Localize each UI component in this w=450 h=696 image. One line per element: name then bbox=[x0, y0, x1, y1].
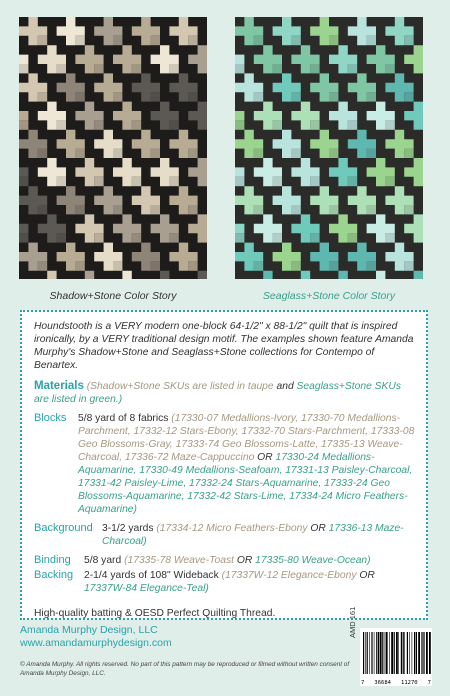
quilt-accent bbox=[75, 205, 84, 214]
quilt-accent bbox=[113, 36, 122, 45]
barcode-bar bbox=[398, 632, 399, 674]
barcode-bar bbox=[418, 632, 420, 674]
row-or: OR bbox=[236, 555, 253, 566]
quilt-accent bbox=[57, 120, 66, 129]
barcode-digit: 11270 bbox=[401, 680, 418, 686]
quilt-accent bbox=[273, 177, 282, 186]
barcode-bar bbox=[426, 632, 428, 674]
quilt-accent bbox=[235, 233, 244, 242]
quilt-accent bbox=[385, 64, 394, 73]
row-taupe-skus: (17334-12 Micro Feathers-Ebony bbox=[156, 523, 311, 534]
barcode-bar bbox=[376, 632, 377, 674]
quilt-accent bbox=[329, 261, 338, 270]
barcode-bar bbox=[403, 632, 404, 674]
quilt-accent bbox=[113, 261, 122, 270]
quilt-image-seaglass-stone bbox=[235, 17, 423, 279]
quilt-accent bbox=[367, 205, 376, 214]
row-label: Blocks bbox=[34, 412, 67, 424]
quilt-pattern-seaglass bbox=[235, 17, 423, 279]
barcode-bar bbox=[396, 632, 398, 674]
quilt-accent bbox=[367, 36, 376, 45]
quilt-accent bbox=[188, 261, 197, 270]
quilt-accent bbox=[151, 36, 160, 45]
materials-title: Materials bbox=[34, 380, 84, 392]
row-qty: 5/8 yard bbox=[84, 555, 125, 566]
row-text bbox=[84, 569, 416, 595]
quilt-accent bbox=[235, 120, 244, 129]
row-label: Backing bbox=[34, 569, 74, 581]
quilt-accent bbox=[19, 177, 28, 186]
quilt-accent bbox=[254, 205, 263, 214]
row-text bbox=[102, 522, 416, 548]
row-or: OR bbox=[257, 452, 273, 463]
quilt-image-shadow-stone bbox=[19, 17, 207, 279]
barcode-bar bbox=[412, 632, 413, 674]
barcode-bar bbox=[386, 632, 388, 674]
quilt-accent bbox=[151, 92, 160, 101]
quilt-accent bbox=[329, 149, 338, 158]
barcode-bar bbox=[394, 632, 395, 674]
barcode-numbers bbox=[360, 680, 432, 686]
row-green-skus: 17336-13 Maze-Charcoal) bbox=[102, 523, 404, 547]
row-taupe-skus: (17335-78 Weave-Toast bbox=[124, 555, 237, 566]
materials-box bbox=[20, 310, 428, 620]
quilt-accent bbox=[19, 233, 28, 242]
quilt-accent bbox=[273, 64, 282, 73]
quilt-accent bbox=[367, 149, 376, 158]
barcode-bar bbox=[371, 632, 372, 674]
materials-row-backing bbox=[34, 569, 416, 595]
quilt-accent bbox=[19, 64, 28, 73]
barcode-digit: 36684 bbox=[374, 680, 391, 686]
quilt-accent bbox=[254, 36, 263, 45]
barcode-bar bbox=[389, 632, 390, 674]
quilt-accent bbox=[310, 233, 319, 242]
quilt-accent bbox=[38, 149, 47, 158]
barcode-bar bbox=[409, 632, 410, 674]
quilt-accent bbox=[57, 233, 66, 242]
quilt-accent bbox=[348, 64, 357, 73]
quilt-accent bbox=[113, 205, 122, 214]
quilt-accent bbox=[38, 205, 47, 214]
row-taupe-skus: (17337W-12 Elegance-Ebony bbox=[221, 570, 360, 581]
pattern-sku: AMD 161 bbox=[348, 606, 357, 638]
quilt-accent bbox=[57, 64, 66, 73]
barcode-bar bbox=[382, 632, 383, 674]
quilt-accent bbox=[169, 233, 178, 242]
quilt-accent bbox=[329, 36, 338, 45]
barcode-bars bbox=[360, 628, 432, 678]
barcode-digit: 7 bbox=[361, 680, 365, 686]
quilt-accent bbox=[132, 64, 141, 73]
barcode-bar bbox=[378, 632, 379, 674]
barcode-bar bbox=[365, 632, 366, 674]
batting-thread-note: High-quality batting & OESD Perfect Quilting Thread. bbox=[34, 608, 276, 619]
quilt-pattern-shadow bbox=[19, 17, 207, 279]
quilt-accent bbox=[291, 149, 300, 158]
sku-note-and: and bbox=[273, 381, 297, 392]
caption-shadow-stone: Shadow+Stone Color Story bbox=[49, 290, 177, 302]
quilt-accent bbox=[385, 233, 394, 242]
barcode-bar bbox=[385, 632, 386, 674]
quilt-accent bbox=[38, 36, 47, 45]
barcode-bar bbox=[421, 632, 422, 674]
barcode-digit: 7 bbox=[427, 680, 431, 686]
quilt-accent bbox=[291, 205, 300, 214]
quilt-accent bbox=[254, 149, 263, 158]
row-or: OR bbox=[310, 523, 326, 534]
quilt-accent bbox=[113, 149, 122, 158]
quilt-accent bbox=[94, 64, 103, 73]
quilt-accent bbox=[385, 120, 394, 129]
quilt-accent bbox=[404, 261, 413, 270]
barcode-bar bbox=[416, 632, 417, 674]
copyright-notice: © Amanda Murphy. All rights reserved. No part of this pattern may be reproduced or filmed without written consent of Amanda Murphy Design, LLC. bbox=[20, 661, 350, 677]
row-or: OR bbox=[359, 570, 375, 581]
quilt-accent bbox=[273, 120, 282, 129]
quilt-accent bbox=[38, 92, 47, 101]
quilt-accent bbox=[151, 149, 160, 158]
quilt-accent bbox=[291, 92, 300, 101]
row-text bbox=[78, 412, 416, 516]
quilt-accent bbox=[310, 120, 319, 129]
barcode-bar bbox=[369, 632, 370, 674]
row-label: Background bbox=[34, 522, 93, 534]
quilt-accent bbox=[235, 64, 244, 73]
row-label: Binding bbox=[34, 554, 71, 566]
row-green-skus: 17337W-84 Elegance-Teal) bbox=[84, 583, 209, 594]
quilt-accent bbox=[404, 36, 413, 45]
quilt-accent bbox=[75, 261, 84, 270]
sku-note-green: Seaglass+Stone SKUs are listed in green.) bbox=[34, 381, 401, 405]
row-green-skus: 17335-80 Weave-Ocean) bbox=[252, 555, 371, 566]
quilt-accent bbox=[151, 261, 160, 270]
quilt-accent bbox=[75, 149, 84, 158]
materials-heading bbox=[34, 380, 416, 406]
quilt-accent bbox=[329, 92, 338, 101]
quilt-accent bbox=[132, 120, 141, 129]
caption-seaglass-stone: Seaglass+Stone Color Story bbox=[262, 290, 396, 302]
quilt-accent bbox=[38, 261, 47, 270]
quilt-accent bbox=[348, 120, 357, 129]
quilt-accent bbox=[310, 64, 319, 73]
quilt-accent bbox=[113, 92, 122, 101]
quilt-accent bbox=[169, 120, 178, 129]
row-qty: 2-1/4 yards of 108" Wideback bbox=[84, 570, 222, 581]
quilt-accent bbox=[151, 205, 160, 214]
quilt-accent bbox=[291, 36, 300, 45]
barcode bbox=[360, 628, 432, 686]
quilt-accent bbox=[254, 92, 263, 101]
barcode-bar bbox=[429, 632, 431, 674]
row-qty: 5/8 yard of 8 fabrics bbox=[78, 413, 172, 424]
barcode-bar bbox=[380, 632, 382, 674]
barcode-bar bbox=[414, 632, 415, 674]
quilt-accent bbox=[329, 205, 338, 214]
quilt-accent bbox=[132, 233, 141, 242]
quilt-accent bbox=[57, 177, 66, 186]
barcode-bar bbox=[407, 632, 408, 674]
intro-text: Houndstooth is a VERY modern one-block 64-1/2" x 88-1/2" quilt that is inspired ironically, by a VERY traditional design motif. The examples shown feature Amanda Murphy's Shadow+Stone and Seaglass+Stone collections for Contempo of Benartex. bbox=[34, 321, 414, 371]
quilt-accent bbox=[188, 205, 197, 214]
quilt-accent bbox=[348, 177, 357, 186]
quilt-accent bbox=[291, 261, 300, 270]
quilt-accent bbox=[169, 177, 178, 186]
barcode-bar bbox=[391, 632, 393, 674]
quilt-accent bbox=[385, 177, 394, 186]
barcode-bar bbox=[422, 632, 423, 674]
quilt-accent bbox=[188, 92, 197, 101]
quilt-accent bbox=[235, 177, 244, 186]
quilt-accent bbox=[310, 177, 319, 186]
quilt-accent bbox=[404, 149, 413, 158]
quilt-accent bbox=[75, 92, 84, 101]
quilt-accent bbox=[75, 36, 84, 45]
quilt-accent bbox=[367, 261, 376, 270]
quilt-accent bbox=[94, 177, 103, 186]
quilt-accent bbox=[348, 233, 357, 242]
quilt-accent bbox=[94, 233, 103, 242]
barcode-bar bbox=[363, 632, 364, 674]
row-green-skus: 17330-24 Medallions-Aquamarine, 17330-49 Medallions-Seafoam, 17331-13 Paisley-Charcoal, 17331-42 Paisley-Lime, 17332-24 Stars-Aquamarine, 17333-24 Geo Blossoms-Aquamarine, 17332-42 Stars-Lime, 17334-24 Micro Feathers-Aquamarine) bbox=[78, 452, 413, 515]
quilt-accent bbox=[188, 36, 197, 45]
barcode-bar bbox=[424, 632, 425, 674]
quilt-accent bbox=[169, 64, 178, 73]
quilt-accent bbox=[404, 205, 413, 214]
quilt-accent bbox=[404, 92, 413, 101]
barcode-bar bbox=[367, 632, 368, 674]
quilt-accent bbox=[132, 177, 141, 186]
materials-row-background bbox=[34, 522, 416, 548]
materials-row-blocks bbox=[34, 412, 416, 516]
quilt-accent bbox=[188, 149, 197, 158]
quilt-accent bbox=[273, 233, 282, 242]
barcode-bar bbox=[404, 632, 405, 674]
row-text bbox=[84, 554, 371, 567]
company-name: Amanda Murphy Design, LLC bbox=[20, 624, 158, 636]
quilt-accent bbox=[367, 92, 376, 101]
barcode-bar bbox=[374, 632, 375, 674]
quilt-accent bbox=[254, 261, 263, 270]
quilt-accent bbox=[94, 120, 103, 129]
materials-row-binding bbox=[34, 554, 416, 567]
company-url[interactable]: www.amandamurphydesign.com bbox=[20, 637, 172, 649]
sku-note-taupe: (Shadow+Stone SKUs are listed in taupe bbox=[86, 381, 274, 392]
row-taupe-skus: (17330-07 Medallions-Ivory, 17330-70 Medallions-Parchment, 17332-12 Stars-Ebony, 17332-70 Stars-Parchment, 17333-08 Geo Blossoms-Gray, 17333-74 Geo Blossoms-Latte, 17335-13 Weave-Charcoal, 17336-72 Maze-Cappuccino bbox=[78, 413, 415, 463]
barcode-bar bbox=[401, 632, 402, 674]
row-qty: 3-1/2 yards bbox=[102, 523, 157, 534]
quilt-accent bbox=[19, 120, 28, 129]
